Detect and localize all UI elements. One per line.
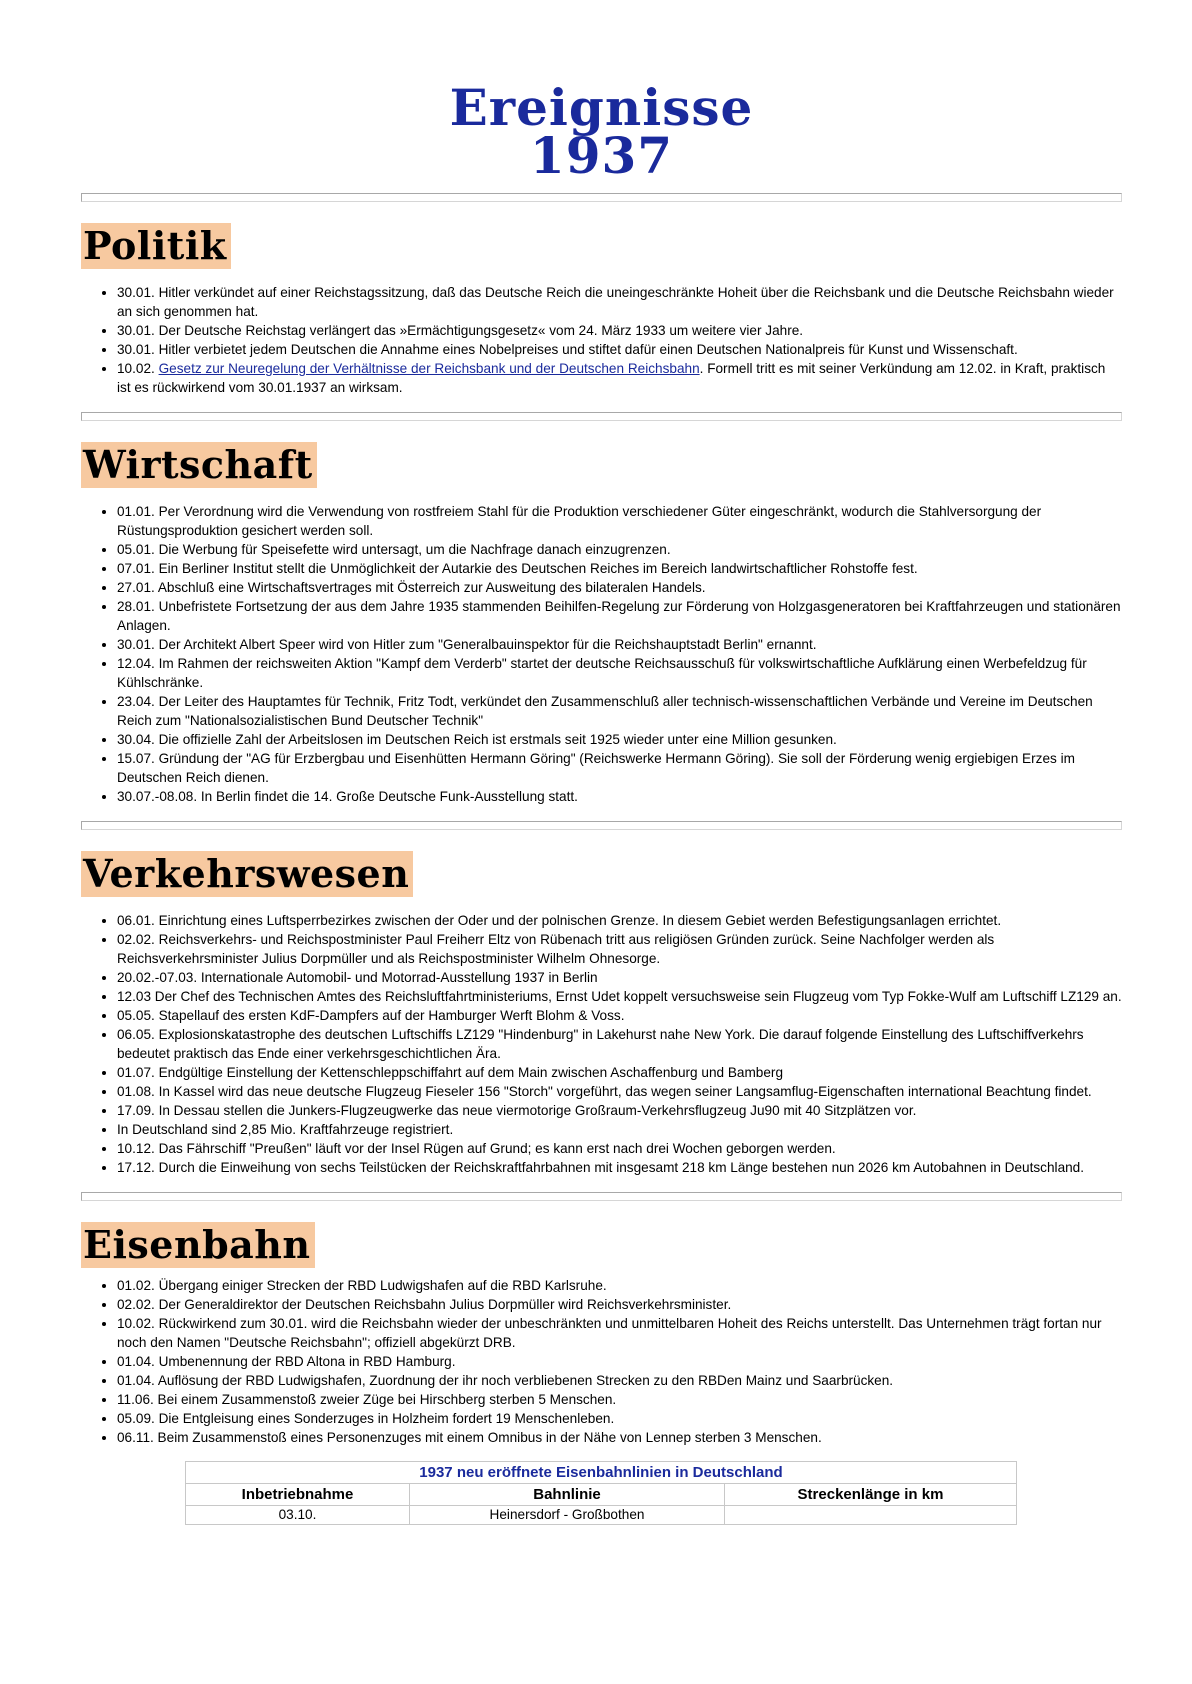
column-header-inbetriebnahme: Inbetriebnahme [186,1484,410,1506]
list-item: • 11.06. Bei einem Zusammenstoß zweier Züge bei Hirschberg sterben 5 Menschen. [117,1390,1122,1409]
list-item: • 30.01. Hitler verkündet auf einer Reichstagssitzung, daß das Deutsche Reich die uneingeschränkte Hoheit über die Reichsbank und die Deutsche Reichsbahn wieder an sich genommen hat. [117,283,1122,321]
divider [81,412,1122,421]
list-item: • 30.01. Der Architekt Albert Speer wird von Hitler zum "Generalbauinspektor für die Reichshauptstadt Berlin" ernannt. [117,635,1122,654]
table-caption-row [186,1462,1017,1484]
list-item: • 01.08. In Kassel wird das neue deutsche Flugzeug Fieseler 156 "Storch" vorgeführt, das wegen seiner Langsamflug-Eigenschaften international Beachtung findet. [117,1082,1122,1101]
section-heading-politik: Politik [81,223,231,269]
list-item: • 05.01. Die Werbung für Speisefette wird untersagt, um die Nachfrage danach einzugrenzen. [117,540,1122,559]
divider [81,821,1122,830]
list-item: • 12.03 Der Chef des Technischen Amtes des Reichsluftfahrtministeriums, Ernst Udet koppelt versuchsweise sein Flugzeug vom Typ Fokke-Wulf am Luftschiff LZ129 an. [117,987,1122,1006]
list-item: • 02.02. Reichsverkehrs- und Reichspostminister Paul Freiherr Eltz von Rübenach tritt aus religiösen Gründen zurück. Seine Nachfolger werden als Reichsverkehrsminister Julius Dorpmüller und als Reichspostminister Wilhelm Ohnesorge. [117,930,1122,968]
list-item: • 23.04. Der Leiter des Hauptamtes für Technik, Fritz Todt, verkündet den Zusammenschluß aller technisch-wissenschaftlichen Verbände und Vereine im Deutschen Reich zum "Nationalsozialistischen Bund Deutscher Technik" [117,692,1122,730]
list-item: • 17.12. Durch die Einweihung von sechs Teilstücken der Reichskraftfahrbahnen mit insgesamt 218 km Länge bestehen nun 2026 km Autobahnen in Deutschland. [117,1158,1122,1177]
section-heading-eisenbahn: Eisenbahn [81,1222,315,1268]
list-item: • 01.04. Umbenennung der RBD Altona in RBD Hamburg. [117,1352,1122,1371]
page [81,0,1122,1525]
railway-lines-table [185,1461,1017,1525]
list-item: • 06.11. Beim Zusammenstoß eines Personenzuges mit einem Omnibus in der Nähe von Lennep sterben 3 Menschen. [117,1428,1122,1447]
list-item: • 05.09. Die Entgleisung eines Sonderzuges in Holzheim fordert 19 Menschenleben. [117,1409,1122,1428]
list-item: • 27.01. Abschluß eine Wirtschaftsvertrages mit Österreich zur Ausweitung des bilateralen Handels. [117,578,1122,597]
list-item: • 01.02. Übergang einiger Strecken der RBD Ludwigshafen auf die RBD Karlsruhe. [117,1276,1122,1295]
section-politik [81,223,1122,273]
list-item: • 06.05. Explosionskatastrophe des deutschen Luftschiffs LZ129 "Hindenburg" in Lakehurst nahe New York. Die darauf folgende Einstellung des Luftschiffverkehrs bedeutet praktisch das Ende einer verkehrsgeschichtlichen Ära. [117,1025,1122,1063]
list-item: • 28.01. Unbefristete Fortsetzung der aus dem Jahre 1935 stammenden Beihilfen-Regelung zur Förderung von Holzgasgeneratoren bei Kraftfahrzeugen und stationären Anlagen. [117,597,1122,635]
list-item: • 12.04. Im Rahmen der reichsweiten Aktion "Kampf dem Verderb" startet der deutsche Reichsausschuß für volkswirtschaftliche Aufklärung einen Werbefeldzug für Kühlschränke. [117,654,1122,692]
table-cell-length [725,1506,1017,1525]
divider [81,1192,1122,1201]
column-header-bahnlinie: Bahnlinie [410,1484,725,1506]
list-item-prefix: 10.02. [117,361,159,376]
list-item: • 17.09. In Dessau stellen die Junkers-Flugzeugwerke das neue viermotorige Großraum-Verkehrsflugzeug Ju90 mit 40 Sitzplätzen vor. [117,1101,1122,1120]
list-item: • 01.04. Auflösung der RBD Ludwigshafen, Zuordnung der ihr noch verbliebenen Strecken zu den RBDen Mainz und Saarbrücken. [117,1371,1122,1390]
page-title [81,78,1122,185]
law-link[interactable]: Gesetz zur Neuregelung der Verhältnisse der Reichsbank und der Deutschen Reichsbahn [158,361,700,376]
table-caption: 1937 neu eröffnete Eisenbahnlinien in Deutschland [186,1462,1017,1484]
section-heading-wirtschaft: Wirtschaft [81,442,317,488]
list-item: • 06.01. Einrichtung eines Luftsperrbezirkes zwischen der Oder und der polnischen Grenze. In diesem Gebiet werden Befestigungsanlagen errichtet. [117,911,1122,930]
list-item: • 30.01. Der Deutsche Reichstag verlängert das »Ermächtigungsgesetz« vom 24. März 1933 um weitere vier Jahre. [117,321,1122,340]
section-heading-verkehrswesen: Verkehrswesen [81,851,413,897]
list-item-suffix: . Formell tritt es mit seiner Verkündung am 12.02. in Kraft, praktisch ist es rückwirkend vom 30.01.1937 an wirksam. [117,361,1106,395]
verkehrswesen-list [81,911,1122,1177]
list-item: • 20.02.-07.03. Internationale Automobil- und Motorrad-Ausstellung 1937 in Berlin [117,968,1122,987]
list-item [117,359,1122,397]
table-cell-line: Heinersdorf - Großbothen [410,1506,725,1525]
politik-list [81,283,1122,397]
table-row [186,1506,1017,1525]
section-verkehrswesen [81,851,1122,901]
page-title-line1: Ereignisse [449,78,754,137]
section-wirtschaft [81,442,1122,492]
list-item: • 01.01. Per Verordnung wird die Verwendung von rostfreiem Stahl für die Produktion verschiedener Güter eingeschränkt, wodurch die Stahlversorgung der Rüstungsproduktion gesichert werden soll. [117,502,1122,540]
divider [81,193,1122,202]
eisenbahn-list [81,1276,1122,1447]
table-cell-date: 03.10. [186,1506,410,1525]
list-item: • 30.04. Die offizielle Zahl der Arbeitslosen im Deutschen Reich ist erstmals seit 1925 wieder unter eine Million gesunken. [117,730,1122,749]
table-header-row [186,1484,1017,1506]
page-title-line2: 1937 [529,126,674,185]
list-item: • In Deutschland sind 2,85 Mio. Kraftfahrzeuge registriert. [117,1120,1122,1139]
section-eisenbahn [81,1222,1122,1272]
list-item: • 07.01. Ein Berliner Institut stellt die Unmöglichkeit der Autarkie des Deutschen Reiches im Bereich landwirtschaftlicher Rohstoffe fest. [117,559,1122,578]
list-item: • 05.05. Stapellauf des ersten KdF-Dampfers auf der Hamburger Werft Blohm & Voss. [117,1006,1122,1025]
list-item: • 02.02. Der Generaldirektor der Deutschen Reichsbahn Julius Dorpmüller wird Reichsverkehrsminister. [117,1295,1122,1314]
column-header-streckenlaenge: Streckenlänge in km [725,1484,1017,1506]
list-item: • 30.07.-08.08. In Berlin findet die 14. Große Deutsche Funk-Ausstellung statt. [117,787,1122,806]
list-item: • 30.01. Hitler verbietet jedem Deutschen die Annahme eines Nobelpreises und stiftet dafür einen Deutschen Nationalpreis für Kunst und Wissenschaft. [117,340,1122,359]
wirtschaft-list [81,502,1122,806]
list-item: • 01.07. Endgültige Einstellung der Kettenschleppschiffahrt auf dem Main zwischen Aschaffenburg und Bamberg [117,1063,1122,1082]
list-item: • 10.02. Rückwirkend zum 30.01. wird die Reichsbahn wieder der unbeschränkten und unmittelbaren Hoheit des Reichs unterstellt. Das Unternehmen trägt fortan nur noch den Namen "Deutsche Reichsbahn"; offiziell abgekürzt DRB. [117,1314,1122,1352]
list-item: • 10.12. Das Fährschiff "Preußen" läuft vor der Insel Rügen auf Grund; es kann erst nach drei Wochen geborgen werden. [117,1139,1122,1158]
list-item: • 15.07. Gründung der "AG für Erzbergbau und Eisenhütten Hermann Göring" (Reichswerke Hermann Göring). Sie soll der Förderung wenig ergiebigen Erzes im Deutschen Reich dienen. [117,749,1122,787]
